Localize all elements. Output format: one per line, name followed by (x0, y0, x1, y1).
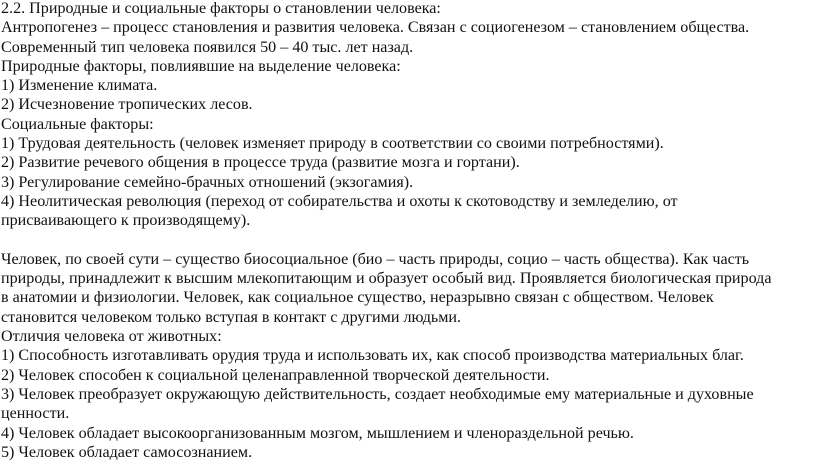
social-factor-item: 3) Регулирование семейно-брачных отношений (экзогамия). (1, 173, 414, 191)
intro-line-2: Современный тип человека появился 50 – 40 тыс. лет назад. (1, 38, 414, 56)
social-factor-item: 4) Неолитическая революция (переход от собирательства и охоты к скотоводству и земледелию, от (1, 192, 678, 210)
social-factors-heading: Социальные факторы: (1, 115, 154, 133)
natural-factor-item: 2) Исчезновение тропических лесов. (1, 96, 253, 114)
essence-paragraph-line: природы, принадлежит к высшим млекопитающим и образует особый вид. Проявляется биологическая природа (1, 270, 772, 288)
intro-line-1: Антропогенез – процесс становления и развития человека. Связан с социогенезом – становлением общества. (1, 19, 750, 37)
natural-factor-item: 1) Изменение климата. (1, 77, 158, 95)
document-body (1, 0, 813, 462)
natural-factors-heading: Природные факторы, повлиявшие на выделение человека: (1, 57, 401, 75)
differences-heading: Отличия человека от животных: (1, 328, 222, 346)
difference-item: 5) Человек обладает самосознанием. (1, 443, 253, 461)
difference-item: 1) Способность изготавливать орудия труда и использовать их, как способ производства материальных благ. (1, 347, 744, 365)
difference-item-continuation: ценности. (1, 405, 70, 423)
essence-paragraph-line: Человек, по своей сути – существо биосоциальное (био – часть природы, социо – часть общества). Как часть (1, 250, 750, 268)
social-factor-item-continuation: присваивающего к производящему). (1, 212, 251, 230)
social-factor-item: 2) Развитие речевого общения в процессе труда (развитие мозга и гортани). (1, 154, 520, 172)
essence-paragraph-line: в анатомии и физиологии. Человек, как социальное существо, неразрывно связан с обществом. Человек (1, 289, 714, 307)
difference-item: 4) Человек обладает высокоорганизованным мозгом, мышлением и членораздельной речью. (1, 424, 634, 442)
section-title: 2.2. Природные и социальные факторы о становлении человека: (1, 0, 441, 17)
difference-item: 3) Человек преобразует окружающую действительность, создает необходимые ему материальные и духовные (1, 385, 754, 403)
essence-paragraph-line: становится человеком только вступая в контакт с другими людьми. (1, 308, 462, 326)
difference-item: 2) Человек способен к социальной целенаправленной творческой деятельности. (1, 366, 550, 384)
paragraph-spacer (1, 231, 813, 250)
social-factor-item: 1) Трудовая деятельность (человек изменяет природу в соответствии со своими потребностями). (1, 135, 664, 153)
